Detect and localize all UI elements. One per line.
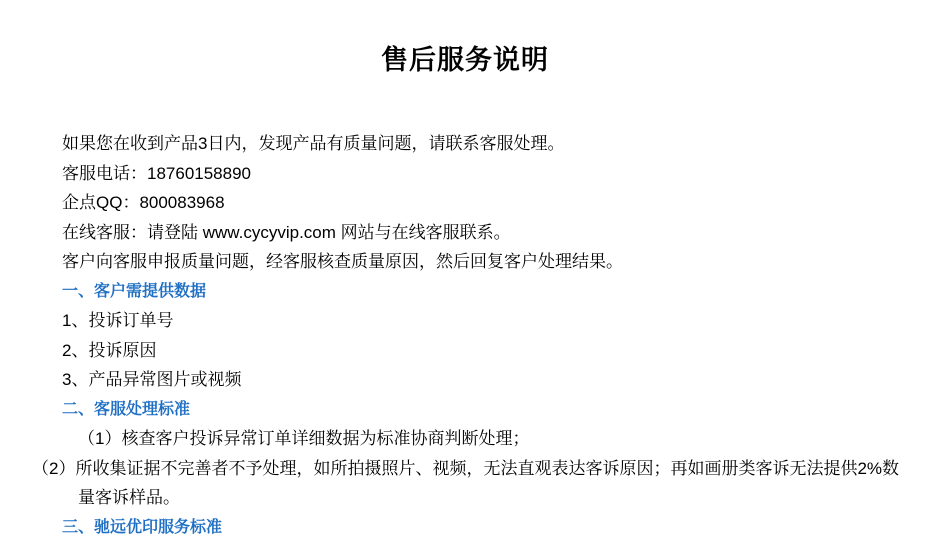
list-item: 1、投诉订单号 xyxy=(62,306,910,336)
page-title: 售后服务说明 xyxy=(0,0,930,77)
list-item: （2）所收集证据不完善者不予处理，如所拍摄照片、视频，无法直观表达客诉原因；再如画册类客诉无法提供2%数量客诉样品。 xyxy=(16,454,910,513)
section-heading-3: 三、驰远优印服务标准 xyxy=(62,513,910,542)
list-item: 2、投诉原因 xyxy=(62,336,910,366)
intro-line-1: 如果您在收到产品3日内，发现产品有质量问题，请联系客服处理。 xyxy=(62,129,910,159)
section-heading-2: 二、客服处理标准 xyxy=(62,395,910,425)
list-item: 3、产品异常图片或视频 xyxy=(62,365,910,395)
section-heading-1: 一、客户需提供数据 xyxy=(62,277,910,307)
intro-line-5: 客户向客服申报质量问题，经客服核查质量原因，然后回复客户处理结果。 xyxy=(62,247,910,277)
list-item: （1）核查客户投诉异常订单详细数据为标准协商判断处理； xyxy=(62,424,910,454)
intro-line-2: 客服电话：18760158890 xyxy=(62,159,910,189)
document-body xyxy=(0,77,930,542)
intro-line-4: 在线客服：请登陆 www.cycyvip.com 网站与在线客服联系。 xyxy=(62,218,910,248)
intro-line-3: 企点QQ：800083968 xyxy=(62,188,910,218)
